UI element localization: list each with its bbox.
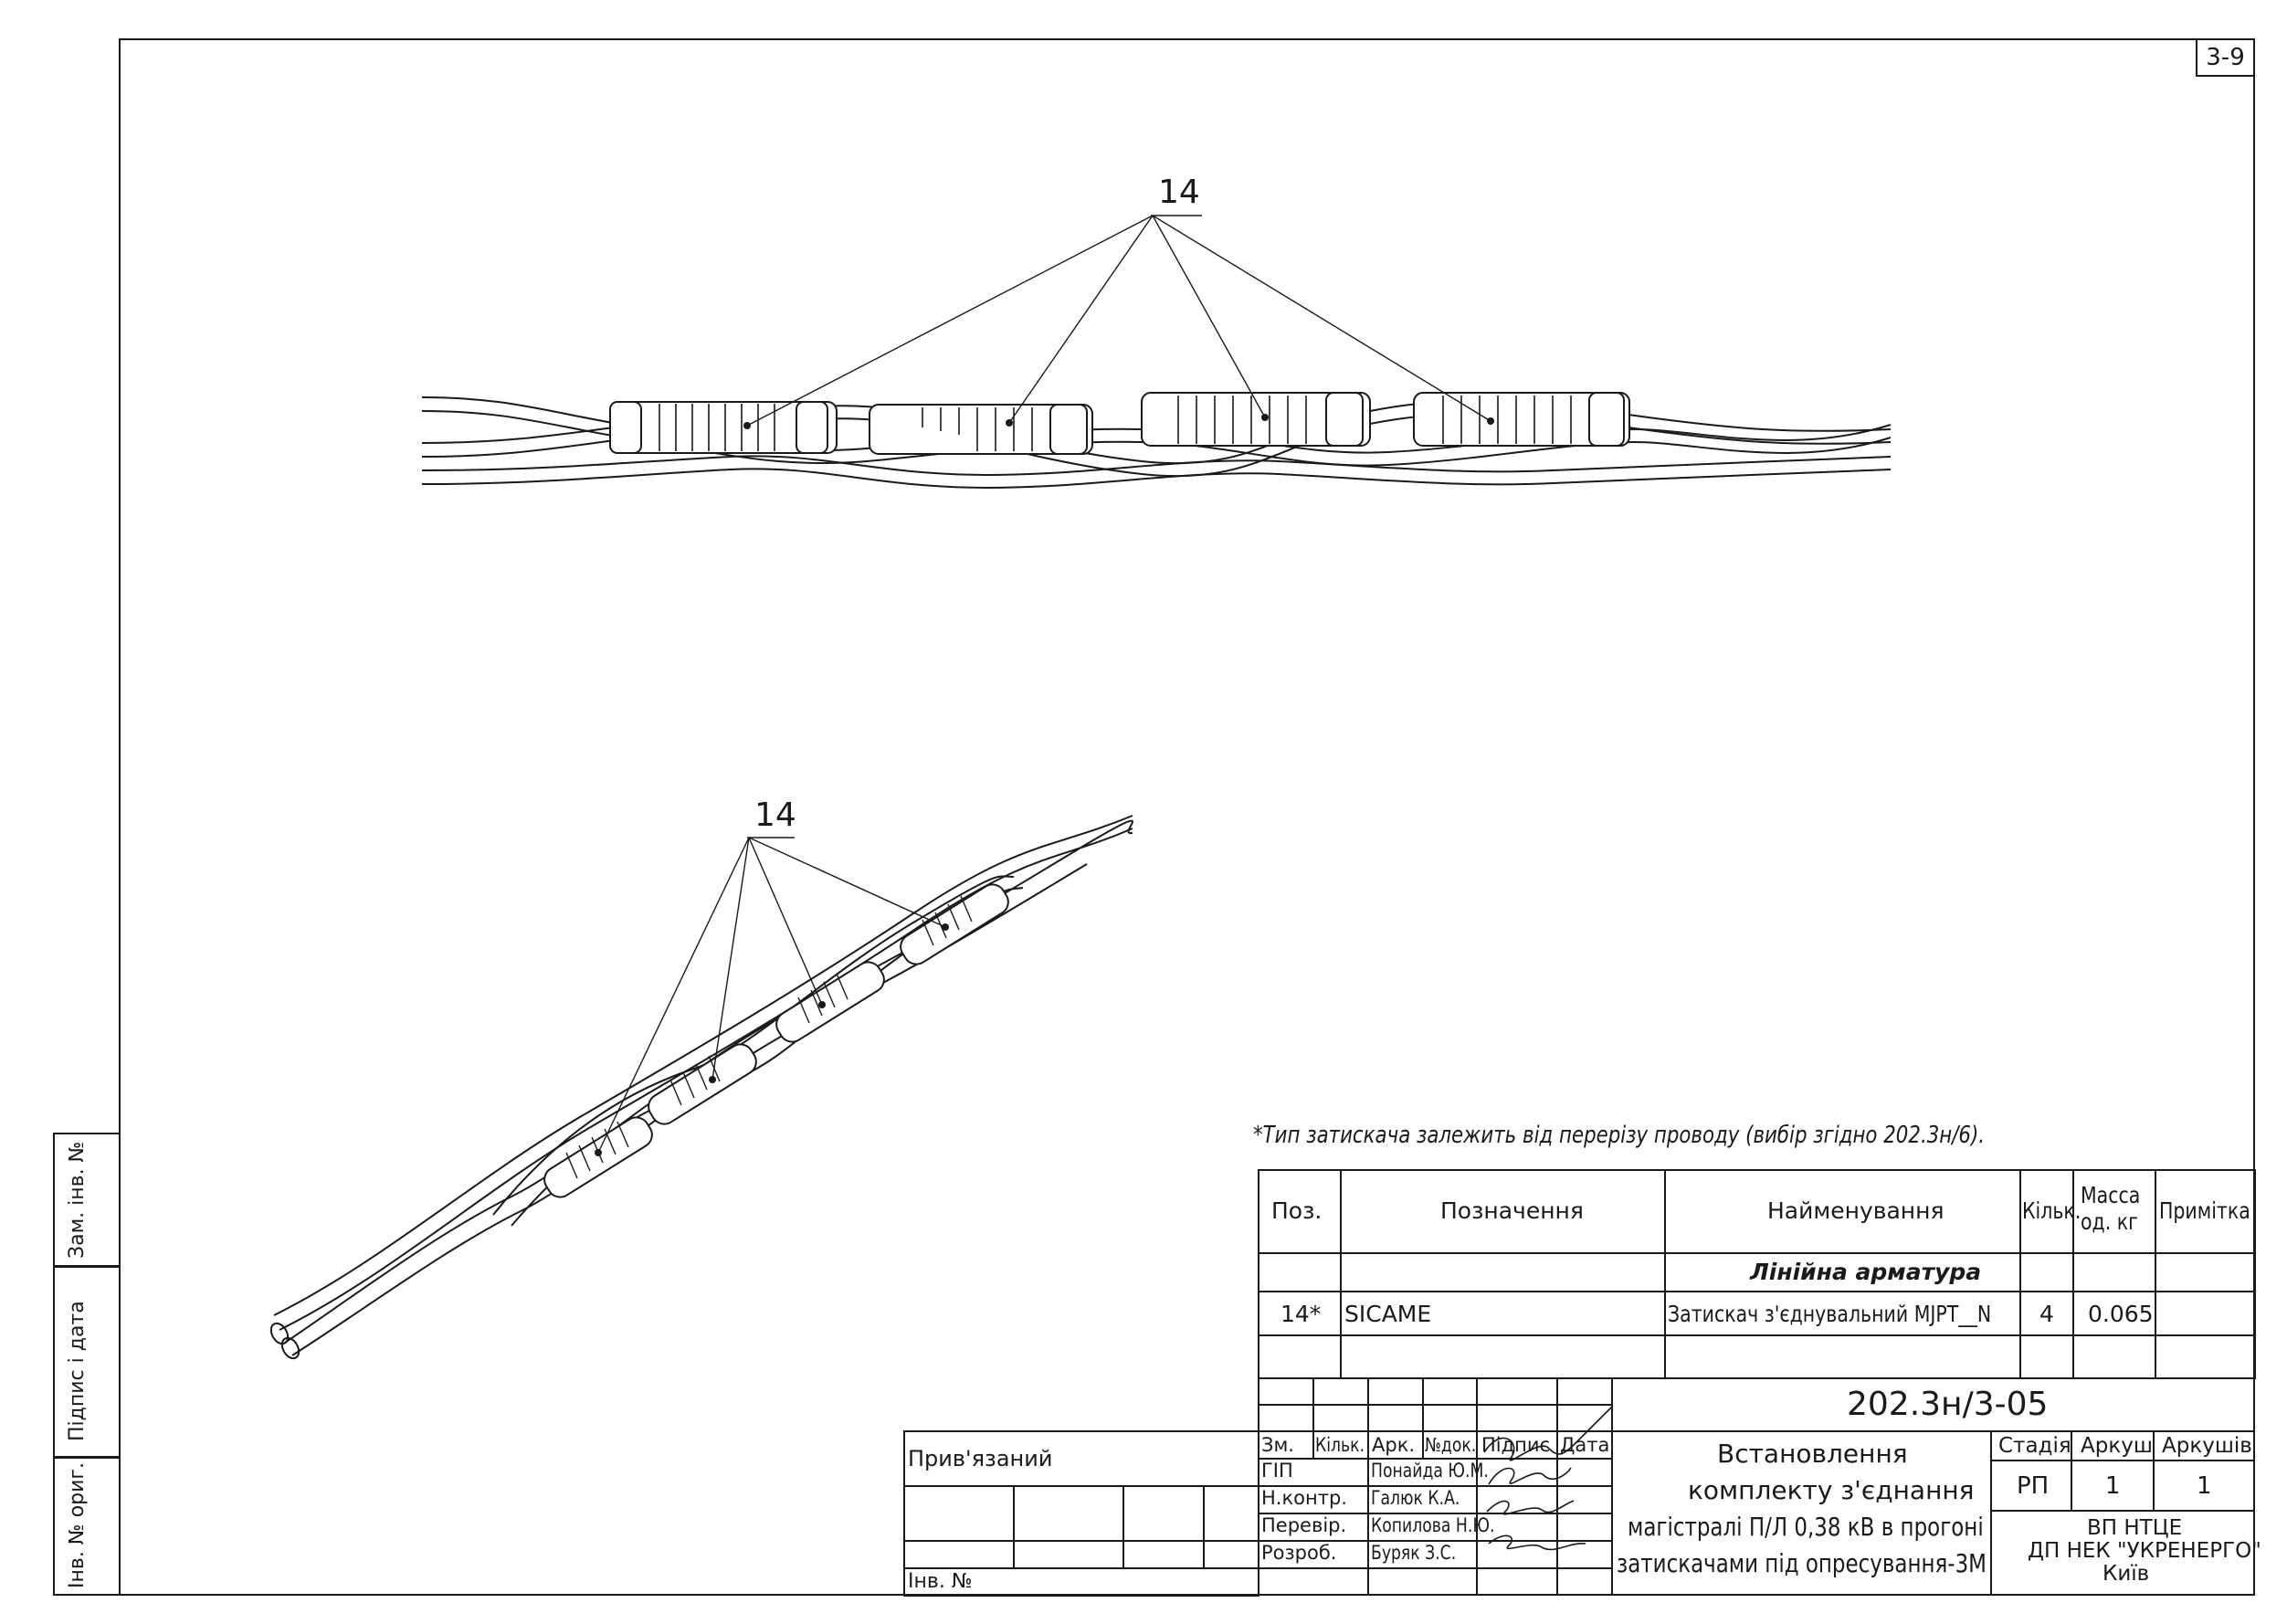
spec-header-note: Примітка bbox=[2159, 1197, 2250, 1224]
spec-header-designation: Позначення bbox=[1440, 1197, 1584, 1224]
spec-section-title: Лінійна арматура bbox=[1750, 1259, 1982, 1285]
stamp-sign-date-label: Підпис і дата bbox=[66, 1301, 89, 1441]
name-ncontr: Галюк К.А. bbox=[1371, 1487, 1460, 1509]
spec-row-name: Затискач з'єднувальний MJPT__N bbox=[1668, 1301, 1992, 1327]
sheets-label: Аркушів bbox=[2162, 1434, 2252, 1458]
change-header-ark: Арк. bbox=[1372, 1434, 1416, 1456]
title-line-2: комплекту з'єднання bbox=[1688, 1475, 1975, 1505]
name-gip: Понайда Ю.М. bbox=[1371, 1460, 1489, 1482]
linked-label: Прив'язаний bbox=[908, 1446, 1053, 1471]
stage-label: Стадія bbox=[1998, 1434, 2071, 1458]
org-line-2: ДП НЕК "УКРЕНЕРГО" bbox=[2028, 1539, 2261, 1563]
sheet-label: Аркуш bbox=[2081, 1434, 2153, 1458]
inv-no-label: Інв. № bbox=[908, 1570, 973, 1593]
signatures bbox=[1484, 1407, 1612, 1549]
type-note: *Тип затискача залежить від перерізу проводу (вибір згідно 202.3н/6). bbox=[1253, 1122, 1986, 1149]
sheet-code: 3-9 bbox=[2196, 40, 2253, 77]
sheet-value: 1 bbox=[2105, 1472, 2121, 1500]
stage-value: РП bbox=[2017, 1472, 2050, 1500]
spec-row-qty: 4 bbox=[2039, 1301, 2054, 1327]
cable-iso-view bbox=[268, 816, 1133, 1361]
title-block-grid bbox=[904, 1378, 2255, 1596]
change-header-doc: №док. bbox=[1425, 1434, 1477, 1456]
title-line-4: затискачами під опресування-3М bbox=[1617, 1548, 1987, 1578]
role-developer: Розроб. bbox=[1261, 1542, 1337, 1564]
cable-top-view bbox=[422, 216, 1891, 488]
doc-code: 202.3н/3-05 bbox=[1847, 1386, 2049, 1423]
role-ncontr: Н.контр. bbox=[1261, 1487, 1347, 1509]
spec-header-mass-line1: Масса bbox=[2081, 1182, 2141, 1208]
spec-header-mass-line2: од. кг bbox=[2081, 1208, 2138, 1235]
spec-row-designation: SICAME bbox=[1344, 1301, 1432, 1327]
name-checked: Копилова Н.Ю. bbox=[1371, 1514, 1495, 1536]
change-header-date: Дата bbox=[1560, 1434, 1610, 1456]
title-line-1: Встановлення bbox=[1717, 1439, 1908, 1469]
spec-header-pos: Поз. bbox=[1271, 1197, 1323, 1224]
spec-row-mass: 0.065 bbox=[2088, 1301, 2154, 1327]
sheets-value: 1 bbox=[2197, 1472, 2212, 1500]
role-gip: ГІП bbox=[1261, 1460, 1293, 1482]
stamp-inv-orig-label: Інв. № ориг. bbox=[66, 1462, 89, 1588]
change-header-zm: Зм. bbox=[1261, 1434, 1294, 1456]
org-line-3: Київ bbox=[2103, 1562, 2150, 1586]
stamp-replaced-inv-label: Зам. інв. № bbox=[66, 1141, 89, 1259]
spec-header-qty: Кільк. bbox=[2022, 1197, 2081, 1224]
change-header-qty: Кільк. bbox=[1315, 1434, 1365, 1456]
change-header-sign: Підпис bbox=[1481, 1434, 1551, 1456]
spec-header-name: Найменування bbox=[1767, 1197, 1944, 1224]
name-developer: Буряк З.С. bbox=[1371, 1542, 1457, 1564]
callout-label-iso: 14 bbox=[754, 796, 796, 834]
title-line-3: магістралі П/Л 0,38 кВ в прогоні bbox=[1628, 1512, 1984, 1542]
org-line-1: ВП НТЦЕ bbox=[2087, 1516, 2183, 1540]
callout-label-top: 14 bbox=[1158, 174, 1200, 211]
spec-row-pos: 14* bbox=[1281, 1301, 1322, 1327]
role-checked: Перевір. bbox=[1261, 1514, 1347, 1536]
